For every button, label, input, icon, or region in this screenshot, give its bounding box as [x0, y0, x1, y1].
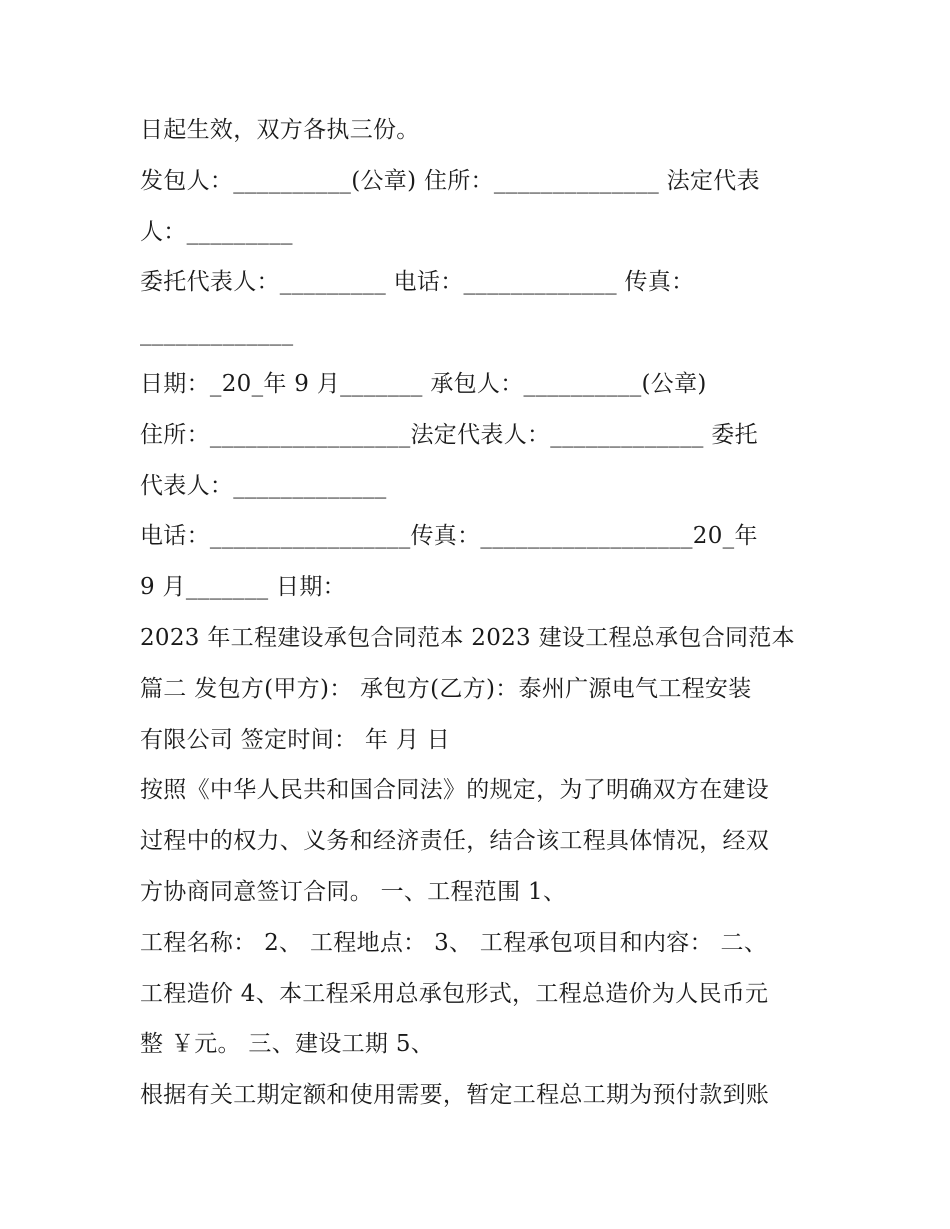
text-line: 电话：_________________传真：__________________20_年 [140, 523, 758, 550]
text-line: 按照《中华人民共和国合同法》的规定，为了明确双方在建设 [140, 777, 770, 804]
text-line: 有限公司 签定时间： 年 月 日 [140, 726, 451, 753]
text-line: 委托代表人：_________ 电话：_____________ 传真： [140, 269, 695, 296]
text-line: 日起生效，双方各执三份。 [140, 117, 420, 143]
text-line: 住所：_________________法定代表人：_____________ 委托 [140, 421, 758, 448]
text-line: _____________ [140, 320, 294, 347]
text-line: 工程造价 4、本工程采用总承包形式，工程总造价为人民币元 [140, 980, 769, 1007]
text-line: 根据有关工期定额和使用需要，暂定工程总工期为预付款到账 [140, 1082, 770, 1109]
text-line: 发包人：__________(公章) 住所：______________ 法定代表 [140, 167, 760, 194]
text-line: 过程中的权力、义务和经济责任，结合该工程具体情况，经双 [140, 828, 770, 855]
text-line: 人：_________ [140, 218, 293, 245]
text-line: 篇二 发包方(甲方)： 承包方(乙方)：泰州广源电气工程安装 [140, 675, 752, 702]
text-line: 9 月_______ 日期： [140, 574, 346, 601]
text-line: 代表人：_____________ [140, 472, 387, 499]
text-line: 工程名称： 2、 工程地点： 3、 工程承包项目和内容： 二、 [140, 929, 768, 956]
contract-text-body [140, 105, 820, 1121]
text-line: 整 ￥元。 三、建设工期 5、 [140, 1031, 435, 1058]
text-line: 2023 年工程建设承包合同范本 2023 建设工程总承包合同范本 [140, 624, 795, 651]
text-line: 日期：_20_年 9 月_______ 承包人：__________(公章) [140, 370, 707, 397]
text-line: 方协商同意签订合同。 一、工程范围 1、 [140, 878, 567, 905]
